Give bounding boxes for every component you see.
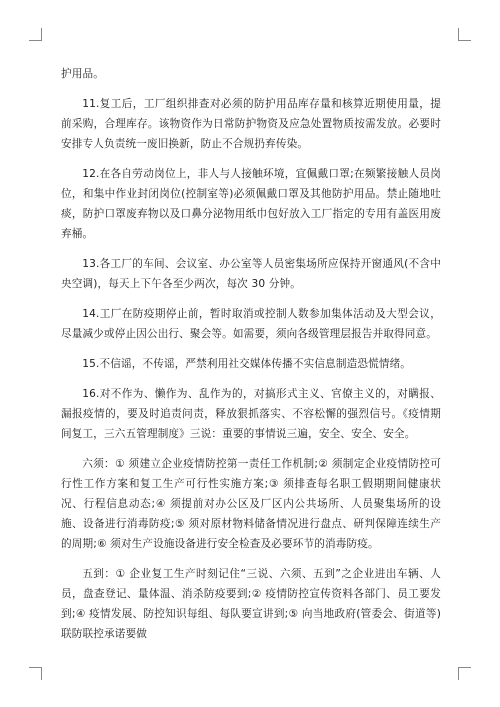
crop-mark-bottom-left	[29, 667, 42, 680]
paragraph-item-13: 13.各工厂的车间、会议室、办公室等人员密集场所应保持开窗通风(不含中央空调)，每天上下午各至少两次，每次 30 分钟。	[61, 258, 441, 290]
paragraph-item-15: 15.不信谣，不传谣，严禁利用社交媒体传播不实信息制造恐慌情绪。	[82, 358, 412, 370]
paragraph-item-11: 11.复工后，工厂组织排查对必须的防护用品库存量和核算近期使用量，提前采购，合理库存。该物资作为日常防护物资及应急处置物质按需发放。必要时安排专人负责统一废旧换新，防止不合规扔弃传染。	[61, 98, 441, 150]
paragraph-item-16: 16.对不作为、懒作为、乱作为的，对搞形式主义、官僚主义的，对瞒报、漏报疫情的，要及时追责问责，释放狠抓落实、不容松懈的强烈信号。《疫情期间复工，三六五管理制度》三说：重要的事情说三遍，安全、安全、安全。	[61, 388, 441, 440]
paragraph-continued: 护用品。	[61, 68, 104, 80]
paragraph-item-12: 12.在各自劳动岗位上，非人与人接触环境，宜佩戴口罩;在频繁接触人员岗位，和集中作业封闭岗位(控制室等)必须佩戴口罩及其他防护用品。禁止随地吐痰，防护口罩废弃物以及口鼻分泌物用纸巾包好放入工厂指定的专用有盖医用废弃桶。	[61, 168, 441, 240]
document-body	[61, 64, 441, 654]
paragraph-six-musts: 六须：① 须建立企业疫情防控第一责任工作机制;② 须制定企业疫情防控可行性工作方案和复工生产可行性实施方案;③ 须排查每名职工假期期间健康状况、行程信息动态;④ 须提前对办公区及厂区内公共场所、人员聚集场所的设施、设备进行消毒防疫;⑤ 须对原材物料储备情况进行盘点、研判保障连续生产的周期;⑥ 须对生产设施设备进行安全检查及必要环节的消毒防疫。	[61, 458, 441, 550]
paragraph-item-14: 14.工厂在防疫期停止前，暂时取消或控制人数参加集体活动及大型会议，尽量减少或停止因公出行、聚会等。如需要，须向各级管理层报告并取得同意。	[61, 308, 441, 340]
paragraph-five-reaches: 五到：① 企业复工生产时刻记住“三说、六须、五到”之企业进出车辆、人员，盘查登记、量体温、消杀防疫要到;② 疫情防控宣传资料各部门、员工要发到;④ 疫情发展、防控知识每组、每队要宣讲到;⑤ 向当地政府(管委会、街道等)联防联控承诺要做	[61, 568, 441, 640]
crop-mark-top-left	[29, 28, 42, 41]
crop-mark-top-right	[458, 28, 471, 41]
crop-mark-bottom-right	[458, 667, 471, 680]
